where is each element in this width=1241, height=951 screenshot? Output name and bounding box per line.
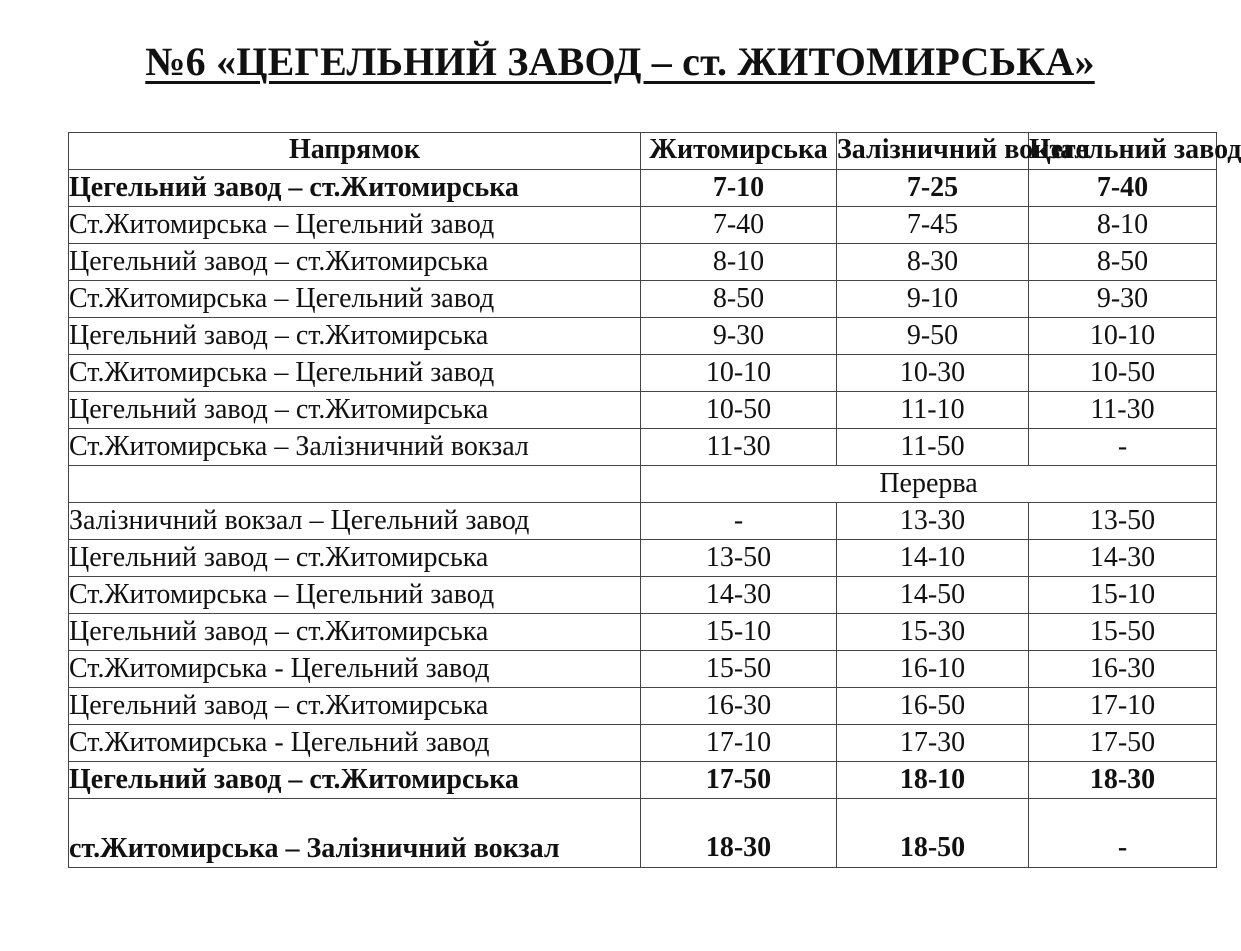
table-row — [69, 577, 1217, 614]
direction-cell: Ст.Житомирська - Цегельний завод — [69, 725, 641, 762]
time-cell: 18-50 — [837, 799, 1029, 868]
schedule-table — [68, 132, 1241, 868]
time-cell: 13-50 — [1029, 503, 1217, 540]
time-cell: 10-30 — [837, 355, 1029, 392]
table-row — [69, 355, 1217, 392]
time-cell: 9-30 — [1029, 281, 1217, 318]
table-row — [69, 762, 1217, 799]
time-cell: - — [641, 503, 837, 540]
time-cell: 16-50 — [837, 688, 1029, 725]
time-cell: 8-30 — [837, 244, 1029, 281]
table-row — [69, 207, 1217, 244]
direction-cell: Цегельний завод – ст.Житомирська — [69, 318, 641, 355]
time-cell: 11-10 — [837, 392, 1029, 429]
table-row — [69, 281, 1217, 318]
time-cell: 7-40 — [641, 207, 837, 244]
direction-cell: Ст.Житомирська - Цегельний завод — [69, 651, 641, 688]
direction-cell: Ст.Житомирська – Залізничний вокзал — [69, 429, 641, 466]
direction-cell: Ст.Житомирська – Цегельний завод — [69, 207, 641, 244]
direction-cell: Цегельний завод – ст.Житомирська — [69, 614, 641, 651]
time-cell: 16-30 — [641, 688, 837, 725]
time-cell: 17-10 — [641, 725, 837, 762]
table-row — [69, 318, 1217, 355]
time-cell: 7-25 — [837, 170, 1029, 207]
time-cell: 11-30 — [641, 429, 837, 466]
time-cell: 14-50 — [837, 577, 1029, 614]
direction-cell: Цегельний завод – ст.Житомирська — [69, 688, 641, 725]
table-row — [69, 651, 1217, 688]
direction-cell: Ст.Житомирська – Цегельний завод — [69, 281, 641, 318]
table-row — [69, 503, 1217, 540]
time-cell: 18-30 — [641, 799, 837, 868]
time-cell: 14-10 — [837, 540, 1029, 577]
header-row — [69, 133, 1217, 170]
time-cell: - — [1029, 429, 1217, 466]
time-cell: 8-10 — [1029, 207, 1217, 244]
table-row — [69, 244, 1217, 281]
time-cell: 17-50 — [641, 762, 837, 799]
time-cell: 9-30 — [641, 318, 837, 355]
page-title: №6 «ЦЕГЕЛЬНИЙ ЗАВОД – ст. ЖИТОМИРСЬКА» — [145, 39, 1095, 84]
time-cell: 10-10 — [1029, 318, 1217, 355]
time-cell: 15-50 — [1029, 614, 1217, 651]
direction-cell: Цегельний завод – ст.Житомирська — [69, 392, 641, 429]
time-cell: 8-50 — [1029, 244, 1217, 281]
time-cell: 15-30 — [837, 614, 1029, 651]
time-cell: 15-10 — [1029, 577, 1217, 614]
direction-cell: Ст.Житомирська – Цегельний завод — [69, 577, 641, 614]
time-cell: - — [1029, 799, 1217, 868]
time-cell: 7-40 — [1029, 170, 1217, 207]
direction-cell: ст.Житомирська – Залізничний вокзал — [69, 799, 641, 868]
time-cell: 18-30 — [1029, 762, 1217, 799]
direction-cell: Цегельний завод – ст.Житомирська — [69, 762, 641, 799]
table-row — [69, 170, 1217, 207]
time-cell: 15-10 — [641, 614, 837, 651]
time-cell: 11-50 — [837, 429, 1029, 466]
time-cell: 7-10 — [641, 170, 837, 207]
table-row — [69, 688, 1217, 725]
time-cell: 17-10 — [1029, 688, 1217, 725]
time-cell: 9-50 — [837, 318, 1029, 355]
time-cell: 10-10 — [641, 355, 837, 392]
table-row — [69, 799, 1217, 868]
table-row — [69, 725, 1217, 762]
time-cell: 17-50 — [1029, 725, 1217, 762]
break-row — [69, 466, 1217, 503]
time-cell: 8-50 — [641, 281, 837, 318]
header-stop-railway-station: Залізничний вокзал — [837, 133, 1029, 170]
time-cell: 14-30 — [641, 577, 837, 614]
empty-cell — [69, 466, 641, 503]
direction-cell: Цегельний завод – ст.Житомирська — [69, 540, 641, 577]
table-row — [69, 392, 1217, 429]
header-direction: Напрямок — [69, 133, 641, 170]
time-cell: 10-50 — [641, 392, 837, 429]
time-cell: 13-30 — [837, 503, 1029, 540]
time-cell: 16-10 — [837, 651, 1029, 688]
time-cell: 17-30 — [837, 725, 1029, 762]
time-cell: 10-50 — [1029, 355, 1217, 392]
time-cell: 11-30 — [1029, 392, 1217, 429]
table-row — [69, 614, 1217, 651]
header-stop-brick-factory: Цегельний завод — [1029, 133, 1217, 170]
time-cell: 16-30 — [1029, 651, 1217, 688]
direction-cell: Ст.Житомирська – Цегельний завод — [69, 355, 641, 392]
time-cell: 18-10 — [837, 762, 1029, 799]
time-cell: 13-50 — [641, 540, 837, 577]
time-cell: 15-50 — [641, 651, 837, 688]
time-cell: 7-45 — [837, 207, 1029, 244]
table-row — [69, 540, 1217, 577]
header-stop-zhytomyrska: Житомирська — [641, 133, 837, 170]
direction-cell: Цегельний завод – ст.Житомирська — [69, 170, 641, 207]
table-row — [69, 429, 1217, 466]
time-cell: 14-30 — [1029, 540, 1217, 577]
direction-cell: Залізничний вокзал – Цегельний завод — [69, 503, 641, 540]
direction-cell: Цегельний завод – ст.Житомирська — [69, 244, 641, 281]
break-label: Перерва — [641, 466, 1217, 503]
time-cell: 9-10 — [837, 281, 1029, 318]
time-cell: 8-10 — [641, 244, 837, 281]
